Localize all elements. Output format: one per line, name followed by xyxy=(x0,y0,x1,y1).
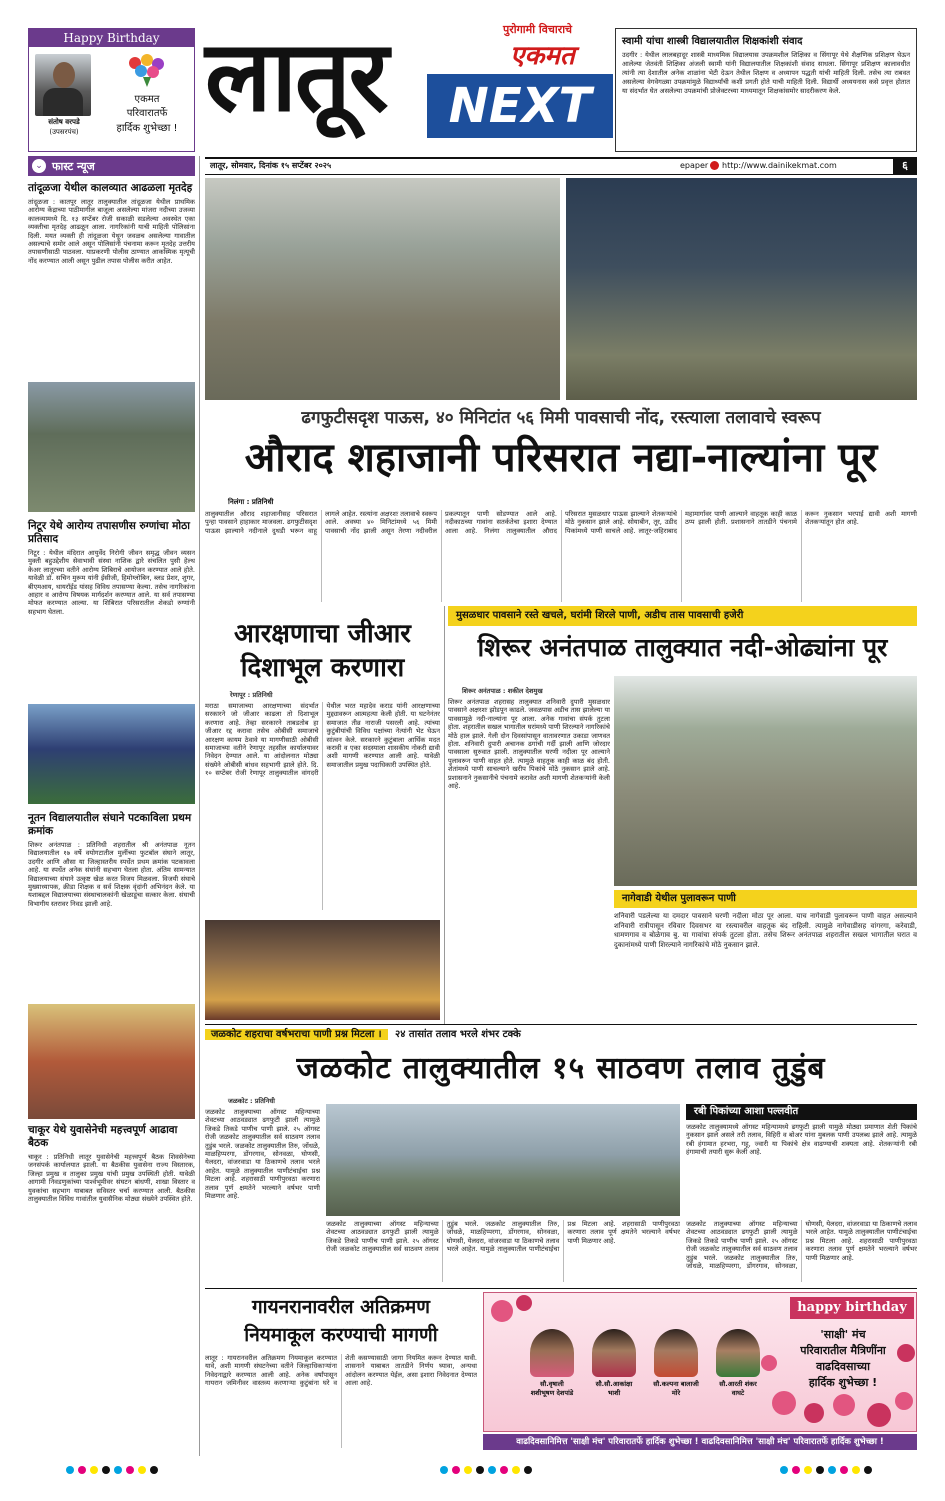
masthead-name: लातूर xyxy=(205,20,387,134)
fast-news-body: निटूर : येथील मंदिरात आयुर्वेद निरोगी जीवन समृद्ध जीवन व्यसन मुक्ती बहुउद्देशीय सेवाभावी संस्था नाशिक द्वारे संचलित पुसी हेल्थ केअर लातूरच्या वतीने आरोग्य शिबिराचे आयोजन करण्यात आले होते. यावेळी डॉ. सचिन मुरूम यांनी ईसीजी, हिमोग्लोबिन, ब्लड प्रेशर, शुगर, बीएमआय, थायरॉईड यांसह विविध तपासण्या केल्या. तसेच नागरिकांना आहार व आरोग्य विषयक मार्गदर्शन करण्यात आले. या सर्व तपासण्या मोफत करण्यात आल्या. या शिबिरात परिसरातील शेकडो रुग्णांनी सहभाग घेतला. xyxy=(28,549,195,616)
sakhi-birthday-ad xyxy=(483,1292,917,1432)
jalkot-byline: जळकोट : प्रतिनिधी xyxy=(228,1097,275,1105)
top-right-story xyxy=(615,28,917,152)
person-name: सौ.आरती शंकर xyxy=(719,1380,757,1388)
avatar xyxy=(530,1329,574,1377)
sakhi-manch: 'साक्षी' मंच xyxy=(820,1328,866,1341)
registration-marks-center xyxy=(440,1466,560,1476)
football-team-photo xyxy=(28,704,195,804)
encroachment-headline-2: नियमाकूल करण्याची मागणी xyxy=(244,1324,438,1346)
birthday-title: Happy Birthday xyxy=(29,29,194,47)
person-name: सौ.कल्पना बालाजी xyxy=(653,1380,699,1388)
epaper-icon xyxy=(710,161,719,170)
person-name: सौ.वृषाली xyxy=(540,1380,564,1388)
wish-line3: हार्दिक शुभेच्छा ! xyxy=(116,123,178,134)
nagewadi-title: नागेवाडी येथील पुलावरून पाणी xyxy=(614,890,917,908)
lead-body: तालुक्यातील औराद शहाजानीसह परिसरात पुन्हा पावसाने हाहाकार माजवला. ढगफुटीसदृश पाऊस झाल्याने नदीनाले दुथडी भरून वाहू लागले आहेत. रस्त्यांना अक्षरशः तलावाचे स्वरूप आले. अवघ्या ४० मिनिटांमध्ये ५६ मिमी पावसाची नोंद झाली असून तेरणा नदीवरील प्रकल्पातून पाणी सोडण्यात आले आहे. नदीकाठच्या गावांना सतर्कतेचा इशारा देण्यात आला आहे. निलंगा तालुक्यातील औराद परिसरात मुसळधार पाऊस झाल्याने शेतकऱ्यांचे मोठे नुकसान झाले आहे. सोयाबीन, तूर, उडीद पिकांमध्ये पाणी साचले आहे. लातूर-जहिराबाद महामार्गावर पाणी आल्याने वाहतूक काही काळ ठप्प झाली होती. प्रशासनाने तातडीने पंचनामे करून नुकसान भरपाई द्यावी अशी मागणी शेतकऱ्यांतून होत आहे. xyxy=(205,510,917,535)
shirur-banner: मुसळधार पावसाने रस्ते खचले, घरांमी शिरले पाणी, अडीच तास पावसाची हजेरी xyxy=(448,606,917,626)
shirur-body: शिरूर अनंतपाळ शहरासह तालुक्यात शनिवारी दुपारी मुसळधार पावसाने अक्षरशः झोडपून काढले. जवळपास अडीच तास झालेल्या या पावसामुळे नदी-नाल्यांना पूर आला. अनेक गावांचा संपर्क तुटला होता. शहरातील सखल भागातील घरांमध्ये पाणी शिरल्याने नागरिकांचे मोठे हाल झाले. गेली दोन दिवसांपासून वातावरणात उकाडा जाणवत होता. शनिवारी दुपारी अचानक ढगांची गर्दी झाली आणि जोरदार पावसाला सुरुवात झाली. तालुक्यातील घरणी नदीला पूर आल्याने पुलावरून पाणी वाहत होते. त्यामुळे वाहतूक काही काळ बंद होती. शेतांमध्ये पाणी साचल्याने खरीप पिकांचे मोठे नुकसान झाले आहे. प्रशासनाने नुकसानीचे पंचनामे करावेत अशी मागणी शेतकऱ्यांनी केली आहे. xyxy=(448,698,610,791)
jalkot-body-continued: जळकोट तालुक्याच्या ऑगस्ट महिन्याच्या शेवटच्या आठवड्यात ढगफुटी झाली त्यामुळे जिकडे तिकडे पाणीच पाणी झाले. २५ ऑगस्ट रोजी जळकोट तालुक्यातील सर्व साठवण तलाव तुडुंब भरले. जळकोट तालुक्यातील तिरु, जोंधळे, माळहिप्परगा, डोंगरगाव, सोनवळा, घोणसी, येलदरा, वांजरवाडा या ठिकाणचे तलाव भरले आहेत. यामुळे तालुक्यातील पाणीटंचाईचा प्रश्न मिटला आहे. शहरासाठी पाणीपुरवठा करणारा तलाव पूर्ण क्षमतेने भरल्याने वर्षभर पाणी मिळणार आहे. xyxy=(326,1220,680,1254)
nagewadi-body: शनिवारी पडलेल्या या दमदार पावसाने घरणी नदीला मोठा पूर आला. याच नागेवाडी पुलावरून पाणी वाहत असल्याने शनिवारी रात्रीपासून रविवार दिवसभर या रस्त्यावरील वाहतूक बंद राहिली. त्यामुळे नागेवाडीसह वांगरगा, करेवाडी, धामणगाव व बोळेगाव बु. या गावांचा संपर्क तुटला होता. तसेच शिरूर अनंतपाळ शहरातील सखल भागातील घरात व दुकानांमध्ये पाणी शिरल्याने नागरिकांचे मोठे नुकसान झाले. xyxy=(614,912,917,949)
person-surname: मोरे xyxy=(671,1389,681,1397)
jalkot-banner xyxy=(205,1026,917,1044)
fast-news-headline: तांदूळजा येथील कालव्यात आढळला मृतदेह xyxy=(28,182,193,194)
section-rule xyxy=(205,1024,917,1025)
jalkot-banner-tail: २४ तासांत तलाव भरले शंभर टक्के xyxy=(395,1029,521,1040)
canal-photo xyxy=(28,382,195,512)
person-surname: भाशी xyxy=(607,1389,621,1397)
epaper-label: epaper xyxy=(680,161,709,170)
fast-news-title: फास्ट न्यूज xyxy=(52,160,95,173)
birthday-person-4 xyxy=(710,1329,766,1397)
flood-road-photo xyxy=(205,178,560,400)
person-role: (उपसरपंच) xyxy=(49,128,79,136)
fast-news-headline: चाकूर येथे युवासेनेची महत्त्वपूर्ण आढावा बैठक xyxy=(28,1124,178,1149)
fast-news-story-4 xyxy=(28,1124,195,1473)
person-surname: वाघटे xyxy=(731,1389,745,1397)
wish-line1: एकमत xyxy=(134,94,160,105)
meeting-photo xyxy=(28,1004,195,1119)
top-right-body: उदगीर : येथील लालबहादूर शास्त्री माध्यमिक विद्यालयास उपक्रमशील शिक्षिका व सिंगापूर येथे शैक्षणिक प्रशिक्षण घेऊन आलेल्या जेतवंती शिक्षिका अंजली स्वामी यांनी विद्यालयातील शिक्षकांशी संवाद साधला. सिंगापूर प्रशिक्षण कालावधीत त्यांनी त्या देशातील अनेक शाळांना भेटी देऊन तेथील शिक्षण व अध्यापन पद्धती यांची माहिती दिली. तसेच त्या राबवत असलेल्या वेगवेगळ्या उपक्रमांमुळे विद्यार्थ्यांची कशी प्रगती होते याची माहिती दिली. विद्यार्थी अध्ययनास कसे प्रवृत्त होतात या संदर्भात घेत असलेल्या उपक्रमांची प्रोजेक्टरच्या माध्यमातून शिक्षकांसमोर सादरीकरण केले. xyxy=(622,51,910,95)
person-surname: शशीभूषण देशपांडे xyxy=(530,1389,574,1397)
dateline: लातूर, सोमवार, दिनांक १५ सप्टेंबर २०२५ xyxy=(210,161,332,170)
registration-marks-right xyxy=(780,1466,900,1476)
wish-line2: परिवारातर्फे xyxy=(126,108,168,119)
flooded-street-photo xyxy=(566,178,917,400)
rabi-title: रबी पिकांच्या आशा पल्लवीत xyxy=(686,1104,917,1120)
person-name: सौ.सौ.आकांक्षा xyxy=(595,1380,633,1388)
masthead-next: NEXT xyxy=(427,74,613,138)
flower-bouquet-icon xyxy=(125,53,169,87)
fast-news-headline: नूतन विद्यालयातील संघाने पटकाविला प्रथम क्रमांक xyxy=(28,812,192,837)
reservation-byline: रेणापूर : प्रतिनिधी xyxy=(230,691,273,699)
fast-news-story-2 xyxy=(28,520,195,701)
lead-byline: निलंगा : प्रतिनिधी xyxy=(228,498,274,506)
birthday-person-1 xyxy=(524,1329,580,1397)
jalkot-headline: जळकोट तालुक्यातील १५ साठवण तलाव तुडुंब xyxy=(296,1051,826,1086)
reservation-headline-1: आरक्षणाचा जीआर xyxy=(234,619,411,649)
rabi-body: जळकोट तालुक्यामध्ये ऑगस्ट महिन्यामध्ये ढगफुटी झाली यामुळे मोठ्या प्रमाणात शेती पिकांचे नुकसान झाले असले तरी तलाव, विहिरी व बोअर यांना मुबलक पाणी उपलब्ध झाले आहे. त्यामुळे रबी हंगामात हरभरा, गहू, ज्वारी या पिकांचे क्षेत्र वाढण्याची शक्यता आहे. शेतकऱ्यांनी रबी हंगामाची तयारी सुरू केली आहे. xyxy=(686,1123,917,1157)
fast-news-story-1 xyxy=(28,182,195,370)
fast-news-body: चाकूर : प्रतिनिधी लातूर युवासेनेची महत्त्वपूर्ण बैठक शिवसेनेच्या जनसंपर्क कार्यालयात झाली. या बैठकीस युवासेना राज्य विस्तारक, जिल्हा प्रमुख व तालुका प्रमुख यांची प्रमुख उपस्थिती होती. यावेळी आगामी निवडणुकांच्या पार्श्वभूमीवर संघटन बांधणी, शाखा विस्तार व युवकांचा सहभाग याबाबत सविस्तर चर्चा करण्यात आली. बैठकीस तालुक्यातील विविध गावांतील युवासैनिक मोठ्या संख्येने उपस्थित होते. xyxy=(28,1153,195,1204)
fast-news-header xyxy=(28,156,195,176)
masthead-brand: एकमत xyxy=(510,41,575,71)
sakhi-line3: हार्दिक शुभेच्छा ! xyxy=(808,1376,878,1389)
reservation-headline-2: दिशाभूल करणारा xyxy=(240,653,405,683)
fast-news-body: तांदूळजा : कातपूर लातूर तालुक्यातील तांदूळजा येथील प्राथमिक आरोग्य केंद्राच्या पाठीमागील बाजूला असलेल्या मांजरा नदीच्या उजव्या कालव्यामध्ये दि. १३ सप्टेंबर रोजी सकाळी सडलेल्या अवस्थेत एका व्यक्तीचा मृतदेह आढळून आला. नागरिकांनी याची माहिती पोलिसांना दिली. मयत व्यक्ती ही तांदूळजा येथून जवळच असलेल्या गावातील असल्याचे समोर आले असून पोलिसांनी पंचनामा करून मृतदेह उत्तरीय तपासणीसाठी पाठवला. याप्रकरणी पोलीस ठाण्यात आकस्मिक मृत्यूची नोंद करण्यात आली असून पुढील तपास पोलीस करीत आहेत. xyxy=(28,198,195,265)
chevron-down-icon: ⌄ xyxy=(32,159,46,173)
avatar xyxy=(654,1329,698,1377)
fast-news-story-3 xyxy=(28,812,195,1021)
encroachment-headline-1: गायनरानावरील अतिक्रमण xyxy=(251,1296,431,1318)
masthead-logo xyxy=(205,18,615,148)
sakhi-line2: वाढदिवसाच्या xyxy=(816,1360,870,1373)
person-name: संतोष वरपडे xyxy=(48,118,80,126)
fast-news-body: शिरूर अनंतपाळ : प्रतिनिधी शहरातील श्री अनंतपाळ नूतन विद्यालयातील १७ वर्षे वयोगटातील मुलींच्या फुटबॉल संघाने लातूर, उदगीर आणि औसा या जिल्हास्तरीय स्पर्धेत प्रथम क्रमांक पटकावला आहे. या स्पर्धेत अनेक संघांनी सहभाग घेतला होता. अंतिम सामन्यात विद्यालयाच्या संघाने उत्कृष्ट खेळ करत विजय मिळवला. विजयी संघाचे मुख्याध्यापक, क्रीडा शिक्षक व सर्व शिक्षक वृंदांनी अभिनंदन केले. या यशाबद्दल विद्यालयाच्या संस्थाचालकांनी खेळाडूंचा सत्कार केला. संघाची विभागीय स्तरावर निवड झाली आहे. xyxy=(28,841,195,908)
jalkot-banner-lead: जळकोट शहराचा वर्षभराचा पाणी प्रश्न मिटला । xyxy=(205,1029,388,1040)
sakhi-line1: परिवारातील मैत्रिणींना xyxy=(800,1344,886,1357)
column-divider xyxy=(444,606,445,1024)
dateline-rule-bottom xyxy=(205,174,917,175)
registration-marks-left xyxy=(66,1466,186,1476)
jalkot-body-right: जळकोट तालुक्याच्या ऑगस्ट महिन्याच्या शेवटच्या आठवड्यात ढगफुटी झाली त्यामुळे जिकडे तिकडे पाणीच पाणी झाले. २५ ऑगस्ट रोजी जळकोट तालुक्यातील सर्व साठवण तलाव तुडुंब भरले. जळकोट तालुक्यातील तिरु, जोंधळे, माळहिप्परगा, डोंगरगाव, सोनवळा, घोणसी, येलदरा, वांजरवाडा या ठिकाणचे तलाव भरले आहेत. यामुळे तालुक्यातील पाणीटंचाईचा प्रश्न मिटला आहे. शहरासाठी पाणीपुरवठा करणारा तलाव पूर्ण क्षमतेने भरल्याने वर्षभर पाणी मिळणार आहे. xyxy=(686,1220,917,1271)
fast-news-headline: निटूर येथे आरोग्य तपासणीस रुग्णांचा मोठा प्रतिसाद xyxy=(28,520,190,545)
birthday-box xyxy=(28,28,195,152)
epaper-url[interactable]: http://www.dainikekmat.com xyxy=(722,161,837,170)
page-number: ६ xyxy=(893,158,917,174)
person-photo xyxy=(35,54,91,116)
lead-kicker: ढगफुटीसदृश पाऊस, ४० मिनिटांत ५६ मिमी पावसाची नोंद, रस्त्याला तलावाचे स्वरूप xyxy=(301,408,821,428)
river-flood-photo xyxy=(614,676,917,886)
avatar xyxy=(592,1329,636,1377)
lead-headline: औराद शहाजानी परिसरात नद्या-नाल्यांना पूर xyxy=(244,435,878,481)
avatar xyxy=(716,1329,760,1377)
reservation-body: मराठा समाजाच्या आरक्षणाच्या संदर्भात सरकारने जो जीआर काढला तो दिशाभूल करणारा आहे. तेव्हा सरकारने ताबडतोब हा जीआर रद्द करावा तसेच ओबीसी समाजाचे आरक्षण कायम ठेवावे या मागणीसाठी ओबीसी समाजाच्या वतीने रेणापूर तहसील कार्यालयावर निवेदन देण्यात आले. या आंदोलनात मोठ्या संख्येने ओबीसी बांधव सहभागी झाले होते. दि. १० सप्टेंबर रोजी रेणापूर तालुक्यातील वांगदरी येथील भरत महादेव कराड यांनी आरक्षणाच्या मुद्द्यावरून आत्महत्या केली होती. या घटनेनंतर समाजात तीव्र नाराजी पसरली आहे. त्यांच्या कुटुंबीयांची विविध पक्षांच्या नेत्यांनी भेट घेऊन सांत्वन केले. सरकारने कुटुंबाला आर्थिक मदत करावी व एका सदस्याला शासकीय नोकरी द्यावी अशी मागणी करण्यात आली आहे. यावेळी समाजातील प्रमुख पदाधिकारी उपस्थित होते. xyxy=(205,702,440,778)
shirur-byline: शिरूर अनंतपाळ : शकील देशमुख xyxy=(462,687,543,695)
section-rule xyxy=(205,1288,917,1289)
sakhi-title: happy birthday xyxy=(790,1297,914,1319)
birthday-person-2 xyxy=(586,1329,642,1397)
lake-photo xyxy=(326,1104,680,1216)
sakhi-ticker: वाढदिवसानिमित्त 'साक्षी मंच' परिवारातर्फे हार्दिक शुभेच्छा ! वाढदिवसानिमित्त 'साक्षी मंच' परिवारातर्फे हार्दिक शुभेच्छा ! xyxy=(483,1434,917,1450)
shirur-headline: शिरूर अनंतपाळ तालुक्यात नदी-ओढ्यांना पूर xyxy=(477,633,888,662)
encroachment-body: लातूर : गायरानवरील अतिक्रमण नियमाकूल करण्यात यावे, अशी मागणी संघटनेच्या वतीने जिल्हाधिकाऱ्यांना निवेदनाद्वारे करण्यात आली आहे. अनेक वर्षांपासून गायरान जमिनीवर वास्तव्य करणाऱ्या कुटुंबांना घरे व शेती कसण्यासाठी जागा नियमित करून देण्यात यावी. शासनाने याबाबत तातडीने निर्णय घ्यावा, अन्यथा आंदोलन करण्यात येईल, असा इशारा निवेदनात देण्यात आला आहे. xyxy=(205,1354,477,1388)
dateline-rule xyxy=(205,157,917,159)
condolence-visit-photo xyxy=(205,920,440,1020)
masthead-tagline: पुरोगामी विचाराचे xyxy=(503,23,573,36)
top-right-headline: स्वामी यांचा शास्त्री विद्यालयातील शिक्षकांशी संवाद xyxy=(622,36,803,47)
birthday-person-3 xyxy=(648,1329,704,1397)
rabi-sidebar xyxy=(686,1104,917,1216)
column-divider xyxy=(199,156,200,1456)
jalkot-body: जळकोट तालुक्याच्या ऑगस्ट महिन्याच्या शेवटच्या आठवड्यात ढगफुटी झाली त्यामुळे जिकडे तिकडे पाणीच पाणी झाले. २५ ऑगस्ट रोजी जळकोट तालुक्यातील सर्व साठवण तलाव तुडुंब भरले. जळकोट तालुक्यातील तिरु, जोंधळे, माळहिप्परगा, डोंगरगाव, सोनवळा, घोणसी, येलदरा, वांजरवाडा या ठिकाणचे तलाव भरले आहेत. यामुळे तालुक्यातील पाणीटंचाईचा प्रश्न मिटला आहे. शहरासाठी पाणीपुरवठा करणारा तलाव पूर्ण क्षमतेने भरल्याने वर्षभर पाणी मिळणार आहे. xyxy=(205,1108,320,1201)
